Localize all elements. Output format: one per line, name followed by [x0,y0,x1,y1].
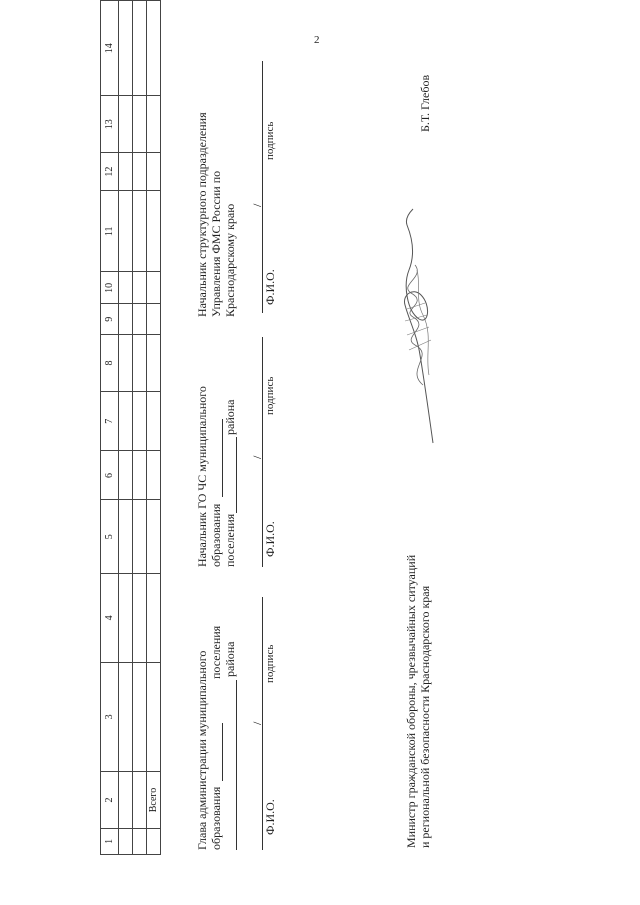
minister-title-line1: Министр гражданской обороны, чрезвычайных ситуаций [404,554,418,848]
column-number: 10 [101,272,119,304]
column-number: 7 [101,391,119,451]
handwritten-signature [395,205,445,445]
page-number: 2 [314,34,320,46]
table-row [133,1,147,855]
fill-line [236,680,237,850]
block1-slash: / [250,721,264,725]
column-number: 4 [101,574,119,663]
block3-title-line1: Начальник структурного подразделения [195,112,209,317]
block1-title-line3: района [223,641,237,677]
block2-title-line1: Начальник ГО ЧС муниципального [195,386,209,567]
block2-slash: / [250,455,264,459]
block1-title-line1: Глава администрации муниципального [195,650,209,850]
block3-title-line3: Краснодарскому краю [223,203,237,317]
column-number: 12 [101,153,119,191]
signature-line [262,597,263,850]
block2-title-line3b: района [223,399,237,435]
block1-title-line2b: поселения [209,625,223,679]
column-number: 5 [101,500,119,574]
block2-signature-label: подпись [264,376,276,415]
signature-line [262,337,263,567]
block2-fio: Ф.И.О. [263,521,277,557]
report-table [100,0,161,855]
table-header-row [101,1,119,855]
block3-slash: / [250,203,264,207]
fill-line [236,437,237,513]
column-number: 6 [101,451,119,500]
minister-name: Б.Т. Глебов [418,74,432,132]
column-number: 11 [101,191,119,272]
minister-title-line2: и региональной безопасности Краснодарского края [418,585,432,848]
block1-title-line2a: образования [209,786,223,850]
column-number: 13 [101,96,119,153]
block1-fio: Ф.И.О. [263,799,277,835]
block2-title-line2: образования [209,503,223,567]
column-number: 9 [101,304,119,335]
table-total-row [147,1,161,855]
column-number: 1 [101,828,119,854]
block3-signature-label: подпись [264,121,276,160]
signature-line [262,61,263,313]
column-number: 3 [101,662,119,772]
block3-title-line2: Управления ФМС России по [209,170,223,317]
block1-signature-label: подпись [264,644,276,683]
table-row [119,1,133,855]
block2-title-line3a: поселения [223,513,237,567]
column-number: 14 [101,1,119,96]
column-number: 8 [101,335,119,392]
total-label: Всего [147,772,161,829]
fill-line [222,723,223,781]
column-number: 2 [101,772,119,829]
block3-fio: Ф.И.О. [263,269,277,305]
